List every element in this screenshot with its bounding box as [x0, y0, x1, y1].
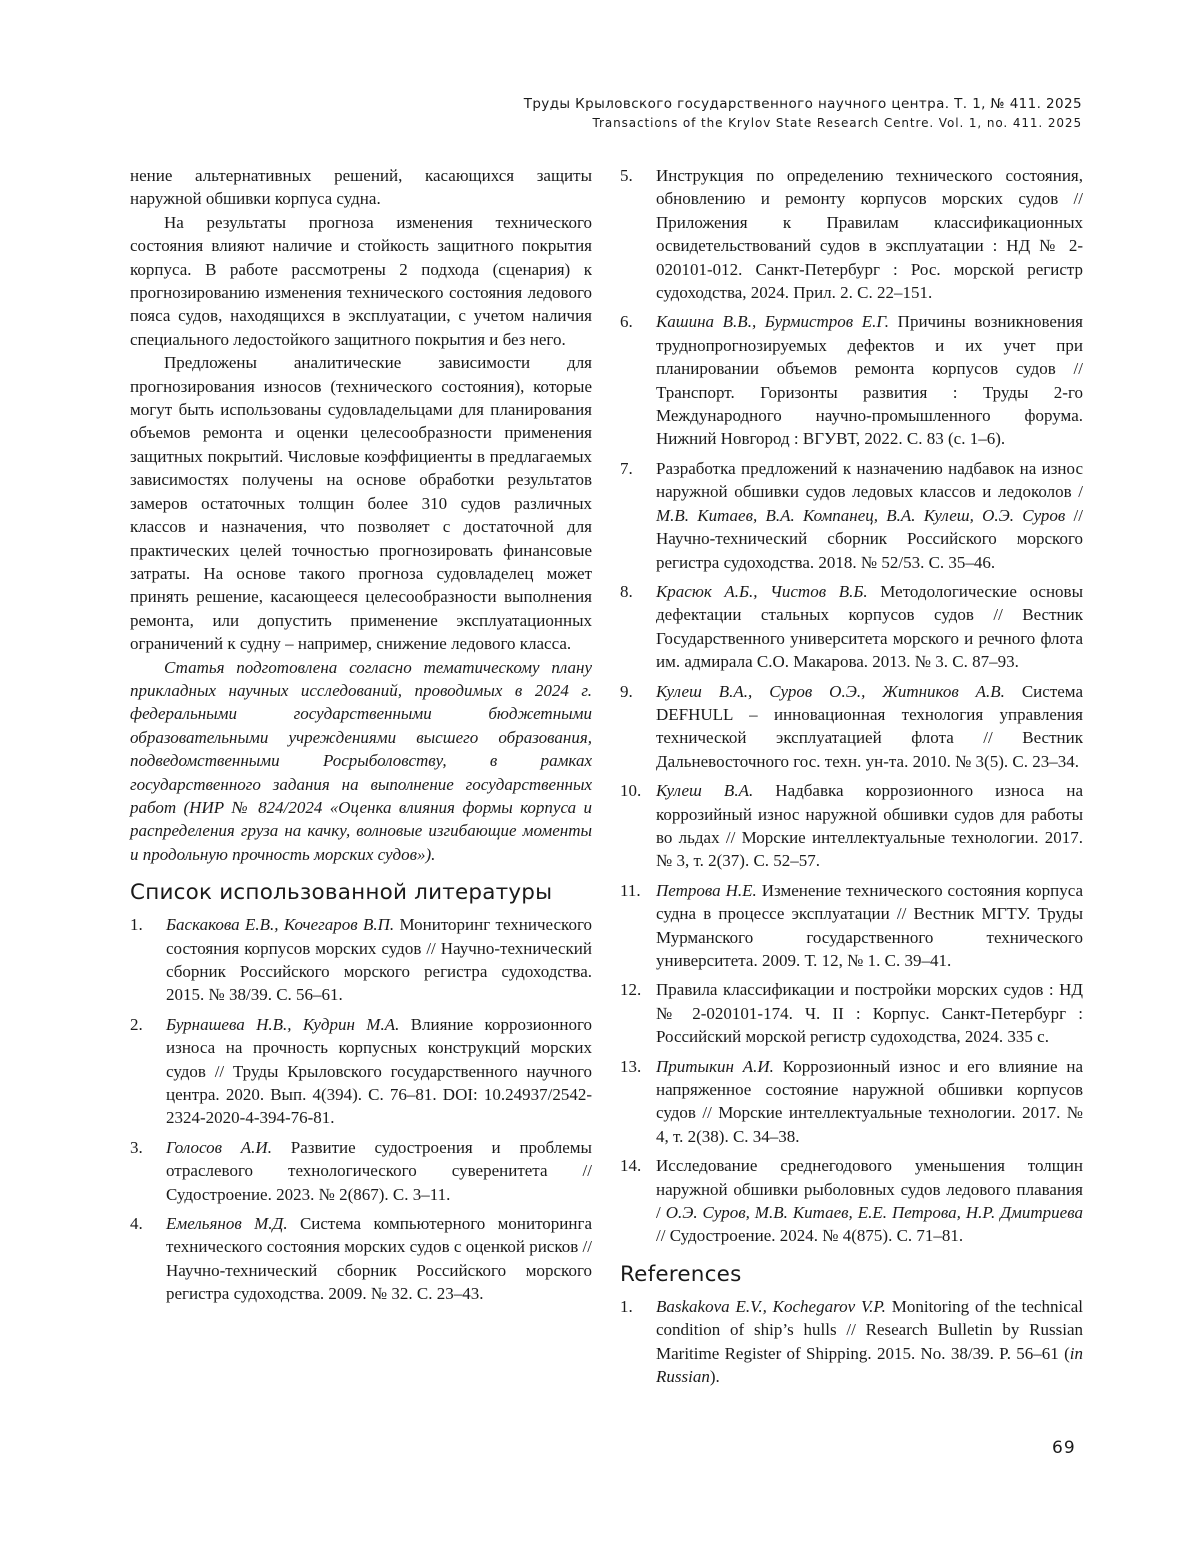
references-ru-heading: Список использованной литературы [130, 880, 553, 906]
reference-text: Инструкция по определению технического состояния, обновлению и ремонту корпусов морских судов // Приложения к Правилам классификационных освидетельствований судов в эксплуатации : НД № 2-020101-012. Санкт-Петербург : Рос. морской регистр судоходства, 2024. Прил. 2. С. 22–151. [656, 166, 1083, 303]
reference-item [130, 913, 592, 1007]
reference-item [620, 680, 1083, 774]
reference-number: 2. [130, 1014, 143, 1034]
reference-text: Методологические основы дефектации стальных корпусов судов // Вестник Государственного университета морского и речного флота им. адмирала С.О. Макарова. 2013. № 3. С. 87–93. [656, 581, 1083, 672]
reference-authors: Баскакова Е.В., Кочегаров В.П. [166, 915, 395, 935]
reference-item [130, 1212, 592, 1306]
reference-text: Мониторинг технического состояния корпусов морских судов // Научно-технический сборник Российского морского регистра судоходства. 2015. № 38/39. С. 56–61. [166, 915, 592, 1005]
reference-number: 12. [620, 980, 642, 1000]
reference-number: 10. [620, 781, 642, 801]
reference-authors: Кулеш В.А., Суров О.Э., Житников А.В. [656, 681, 1005, 701]
references-ru-list-a [130, 913, 592, 1306]
reference-text: Система DEFHULL – инновационная технология управления технической эксплуатацией флота // Вестник Дальневосточного гос. техн. ун-та. 2010. № 3(5). С. 23–34. [656, 681, 1083, 771]
reference-number: 5. [620, 166, 633, 185]
reference-text: Система компьютерного мониторинга технического состояния морских судов с оценкой рисков // Научно-технический сборник Российского морского регистра судоходства. 2009. № 32. С. 23–43. [166, 1214, 592, 1304]
reference-text: // Научно-технический сборник Российского морского регистра судоходства. 2018. № 52/53. С. 35–46. [656, 505, 1083, 572]
references-en-list [620, 1295, 1083, 1389]
reference-item [130, 1136, 592, 1206]
reference-item [620, 978, 1083, 1048]
reference-number: 4. [130, 1214, 143, 1234]
reference-language-note: in Russian [656, 1343, 1083, 1387]
reference-item [620, 457, 1083, 574]
reference-number: 3. [130, 1137, 143, 1157]
reference-item [130, 1013, 592, 1130]
reference-item [620, 580, 1083, 674]
journal-title-en: Transactions of the Krylov State Research Centre. Vol. 1, no. 411. 2025 [592, 116, 1082, 130]
reference-number: 6. [620, 312, 633, 332]
reference-authors: Емельянов М.Д. [166, 1214, 288, 1234]
reference-text: Monitoring of the technical condition of ship’s hulls // Research Bulletin by Russian Maritime Register of Shipping. 2015. No. 38/39. P. 56–61 ( [656, 1296, 1084, 1363]
reference-text: Надбавка коррозионного износа на коррозийный износ наружной обшивки судов для работы во льдах // Морские интеллектуальные технологии. 2017. № 3, т. 2(37). С. 52–57. [656, 781, 1083, 871]
reference-authors: М.В. Китаев, В.А. Компанец, В.А. Кулеш, О.Э. Суров [656, 505, 1066, 525]
reference-number: 9. [620, 681, 633, 701]
references-en-heading: References [620, 1261, 742, 1287]
reference-item [620, 779, 1083, 873]
funding-note: Статья подготовлена согласно тематическому плану прикладных научных исследований, проводимых в 2024 г. федеральными государственными бюджетными образовательными учреждениями высшего образования, подведомственными Росрыболовству, в рамках государственного задания на выполнение государственных работ (НИР № 824/2024 «Оценка влияния формы корпуса и распределения груза на качку, волновые изгибающие моменты и продольную прочность морских судов»). [130, 657, 592, 864]
reference-authors: О.Э. Суров, М.В. Китаев, Е.Е. Петрова, Н.Р. Дмитриева [665, 1203, 1083, 1223]
reference-authors: Петрова Н.Е. [656, 880, 757, 900]
reference-number: 7. [620, 458, 633, 478]
reference-text: Влияние коррозионного износа на прочность корпусных конструкций морских судов // Труды Крыловского государственного научного центра. 2020. Вып. 4(394). С. 76–81. DOI: 10.24937/2542-2324-2020-4-394-76-81. [166, 1014, 592, 1128]
running-header [524, 94, 1082, 132]
reference-text: Изменение технического состояния корпуса судна в процессе эксплуатации // Вестник МГТУ. Труды Мурманского государственного технического университета. 2009. Т. 12, № 1. С. 39–41. [656, 880, 1083, 970]
paragraph: На результаты прогноза изменения технического состояния влияют наличие и стойкость защитного покрытия корпуса. В работе рассмотрены 2 подхода (сценария) к прогнозированию изменения технического состояния ледового пояса судов, находящихся в эксплуатации, с учетом наличия специального ледостойкого защитного покрытия и без него. [130, 212, 592, 349]
references-ru-list-b [620, 164, 1083, 1248]
journal-title-ru: Труды Крыловского государственного научного центра. Т. 1, № 411. 2025 [523, 96, 1082, 112]
reference-number: 14. [620, 1156, 642, 1176]
reference-text: Развитие судостроения и проблемы отраслевого технологического суверенитета // Судостроение. 2023. № 2(867). С. 3–11. [166, 1137, 592, 1204]
paragraph: нение альтернативных решений, касающихся защиты наружной обшивки корпуса судна. [130, 166, 592, 209]
reference-text: Правила классификации и постройки морских судов : НД № 2-020101-174. Ч. II : Корпус. Санкт-Петербург : Российский морской регистр судоходства, 2024. 335 с. [656, 980, 1083, 1047]
reference-item [620, 1154, 1083, 1248]
reference-number: 8. [620, 581, 633, 601]
reference-authors: Baskakova E.V., Kochegarov V.P. [656, 1296, 886, 1316]
reference-number: 13. [620, 1056, 642, 1076]
left-column [130, 164, 592, 1312]
reference-item [620, 1055, 1083, 1149]
reference-text: Причины возникновения труднопрогнозируемых дефектов и их учет при планировании объемов ремонта корпусов судов // Транспорт. Горизонты развития : Труды 2-го Международного научно-промышленного форума. Нижний Новгород : ВГУВТ, 2022. С. 83 (с. 1–6). [656, 312, 1083, 449]
reference-authors: Голосов А.И. [166, 1137, 272, 1157]
reference-tail: ). [709, 1367, 720, 1387]
reference-item [620, 310, 1083, 450]
reference-number: 11. [620, 880, 641, 900]
reference-item [620, 164, 1083, 304]
reference-item [620, 879, 1083, 973]
reference-authors: Притыкин А.И. [656, 1056, 774, 1076]
reference-text: // Судостроение. 2024. № 4(875). С. 71–81. [656, 1226, 964, 1246]
reference-title: Исследование среднегодового уменьшения толщин наружной обшивки рыболовных судов ледового плавания / [656, 1156, 1083, 1223]
reference-item [620, 1295, 1083, 1389]
reference-authors: Кашина В.В., Бурмистров Е.Г. [656, 312, 890, 332]
right-column [620, 164, 1083, 1395]
reference-authors: Красюк А.Б., Чистов В.Б. [656, 581, 868, 601]
reference-title: Разработка предложений к назначению надбавок на износ наружной обшивки судов ледовых классов и ледоколов / [656, 458, 1083, 502]
page-number: 69 [1052, 1438, 1076, 1458]
paragraph: Предложены аналитические зависимости для прогнозирования износов (технического состояния), которые могут быть использованы судовладельцами для планирования объемов ремонта и оценки целесообразности применения защитных покрытий. Числовые коэффициенты в предлагаемых зависимостях получены на основе обработки результатов замеров остаточных толщин более 310 судов различных классов и назначения, что позволяет с достаточной для практических целей точностью прогнозировать финансовые затраты. На основе такого прогноза судовладелец может принять решение, касающееся целесообразности выполнения ремонта, или допустить применение эксплуатационных ограничений к судну – например, снижение ледового класса. [130, 353, 592, 654]
reference-number: 1. [130, 915, 143, 935]
reference-number: 1. [620, 1296, 633, 1316]
reference-authors: Кулеш В.А. [656, 781, 754, 801]
reference-text: Коррозионный износ и его влияние на напряженное состояние наружной обшивки корпусов судов // Морские интеллектуальные технологии. 2017. № 4, т. 2(38). С. 34–38. [656, 1056, 1083, 1146]
reference-authors: Бурнашева Н.В., Кудрин М.А. [166, 1014, 400, 1034]
